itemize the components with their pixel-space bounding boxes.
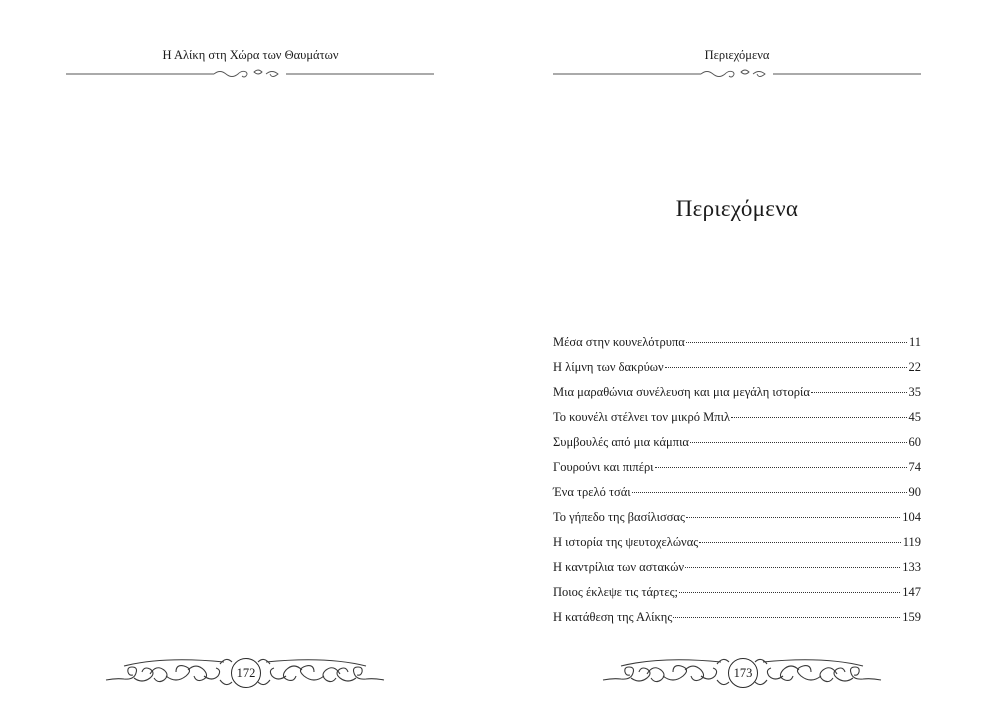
toc-dot-leader (699, 542, 900, 543)
toc-entry (553, 435, 921, 460)
table-of-contents (553, 335, 921, 635)
toc-entry (553, 560, 921, 585)
toc-entry-page: 60 (908, 435, 921, 449)
toc-entry-title: Γουρούνι και πιπέρι (553, 460, 654, 474)
page-number: 172 (231, 658, 261, 688)
toc-entry-title: Η κατάθεση της Αλίκης (553, 610, 673, 624)
toc-entry-page: 133 (902, 560, 921, 574)
toc-entry (553, 460, 921, 485)
toc-entry (553, 335, 921, 360)
toc-entry-title: Ένα τρελό τσάι (553, 485, 631, 499)
toc-entry (553, 510, 921, 535)
left-page (0, 0, 493, 717)
toc-entry-title: Η καντρίλια των αστακών (553, 560, 685, 574)
footer-ornament (601, 650, 883, 692)
toc-dot-leader (665, 367, 907, 368)
toc-entry-page: 159 (902, 610, 921, 624)
toc-dot-leader (686, 342, 907, 343)
toc-entry (553, 535, 921, 560)
running-header: Η Αλίκη στη Χώρα των Θαυμάτων (162, 48, 339, 62)
toc-entry-page: 104 (902, 510, 921, 524)
toc-entry-title: Μια μαραθώνια συνέλευση και μια μεγάλη ιστορία (553, 385, 810, 399)
toc-entry-page: 11 (908, 335, 921, 349)
toc-entry-title: Συμβουλές από μια κάμπια (553, 435, 689, 449)
footer-ornament (104, 650, 386, 692)
toc-entry-title: Ποιος έκλεψε τις τάρτες; (553, 585, 678, 599)
toc-title: Περιεχόμενα (675, 196, 799, 221)
toc-entry-page: 74 (908, 460, 921, 474)
header-ornament-rule (553, 68, 921, 80)
toc-entry-title: Μέσα στην κουνελότρυπα (553, 335, 685, 349)
page-number: 173 (728, 658, 758, 688)
toc-dot-leader (811, 392, 907, 393)
toc-entry-page: 90 (908, 485, 921, 499)
toc-dot-leader (673, 617, 900, 618)
toc-entry-title: Το γήπεδο της βασίλισσας (553, 510, 685, 524)
toc-entry-page: 119 (902, 535, 921, 549)
toc-entry-page: 22 (908, 360, 921, 374)
toc-entry (553, 610, 921, 635)
toc-entry (553, 585, 921, 610)
toc-entry-title: Το κουνέλι στέλνει τον μικρό Μπιλ (553, 410, 731, 424)
header-ornament-rule (66, 68, 434, 80)
toc-dot-leader (632, 492, 907, 493)
toc-entry (553, 410, 921, 435)
toc-entry-page: 35 (908, 385, 921, 399)
toc-dot-leader (686, 517, 900, 518)
toc-entry-title: Η λίμνη των δακρύων (553, 360, 664, 374)
toc-dot-leader (655, 467, 907, 468)
toc-dot-leader (731, 417, 906, 418)
toc-entry (553, 385, 921, 410)
toc-dot-leader (690, 442, 907, 443)
toc-entry (553, 485, 921, 510)
running-header: Περιεχόμενα (704, 48, 770, 62)
toc-entry-title: Η ιστορία της ψευτοχελώνας (553, 535, 699, 549)
toc-dot-leader (685, 567, 900, 568)
toc-entry-page: 147 (902, 585, 921, 599)
toc-dot-leader (679, 592, 900, 593)
right-page (494, 0, 987, 717)
toc-entry (553, 360, 921, 385)
toc-entry-page: 45 (908, 410, 921, 424)
